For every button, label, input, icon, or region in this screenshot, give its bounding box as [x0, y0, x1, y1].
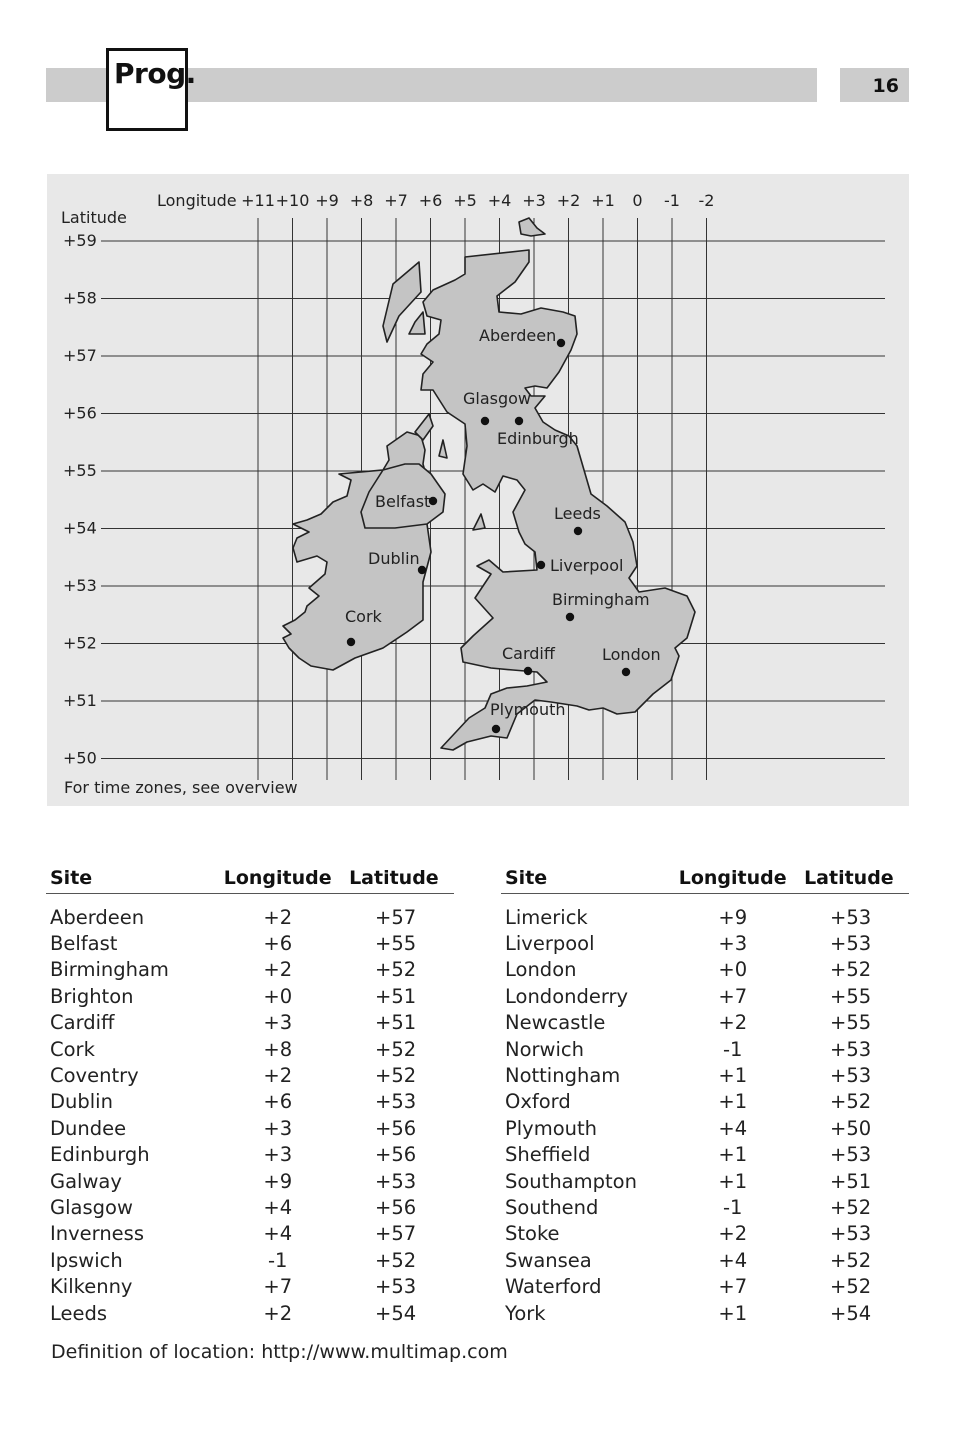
- latitude-cell: +51: [830, 1169, 872, 1193]
- location-map: [47, 174, 909, 806]
- latitude-cell: +50: [830, 1116, 872, 1140]
- longitude-tick-label: +7: [384, 191, 408, 210]
- shetland-shape: [519, 218, 545, 236]
- table-row: [501, 983, 909, 1009]
- site-cell: Oxford: [505, 1090, 571, 1114]
- header-site: Site: [50, 866, 93, 889]
- city-label: London: [602, 645, 661, 664]
- longitude-cell: +1: [718, 1143, 748, 1167]
- latitude-tick-label: +53: [63, 576, 97, 595]
- table-row: [501, 1062, 909, 1088]
- longitude-cell: +9: [263, 1169, 293, 1193]
- latitude-cell: +55: [830, 1011, 872, 1035]
- longitude-tick-label: +5: [453, 191, 477, 210]
- site-cell: Southampton: [505, 1169, 637, 1193]
- latitude-cell: +56: [375, 1116, 417, 1140]
- city-dot: [566, 613, 574, 621]
- longitude-cell: +7: [718, 1275, 748, 1299]
- city-label: Glasgow: [463, 389, 532, 408]
- latitude-cell: +55: [375, 932, 417, 956]
- site-cell: Limerick: [505, 905, 588, 929]
- table-row: [46, 1194, 454, 1220]
- site-cell: Kilkenny: [50, 1275, 133, 1299]
- page-number: 16: [872, 75, 899, 97]
- longitude-tick-label: +2: [556, 191, 581, 210]
- latitude-cell: +53: [830, 1143, 872, 1167]
- longitude-cell: +2: [263, 958, 293, 982]
- site-cell: Glasgow: [50, 1195, 133, 1219]
- latitude-tick-label: +54: [63, 518, 97, 538]
- table-row: [46, 983, 454, 1009]
- longitude-cell: +4: [718, 1248, 748, 1272]
- latitude-cell: +56: [375, 1143, 417, 1167]
- longitude-tick-label: 0: [632, 191, 643, 210]
- table-row: [46, 1062, 454, 1088]
- longitude-cell: +1: [718, 1090, 748, 1114]
- city-dot: [622, 668, 630, 676]
- longitude-cell: +7: [263, 1275, 293, 1299]
- longitude-cell: +4: [263, 1222, 293, 1246]
- longitude-cell: +4: [263, 1195, 293, 1219]
- longitude-tick-label: +11: [241, 191, 275, 210]
- latitude-cell: +55: [830, 984, 872, 1008]
- section-label: Prog.: [114, 57, 196, 90]
- site-cell: Southend: [505, 1195, 599, 1219]
- latitude-cell: +53: [830, 932, 872, 956]
- table-row: [46, 1273, 454, 1299]
- table-row: [501, 1273, 909, 1299]
- latitude-tick-label: +50: [63, 748, 97, 768]
- site-cell: Ipswich: [50, 1248, 123, 1272]
- site-cell: Birmingham: [50, 958, 169, 982]
- latitude-cell: +52: [830, 1195, 872, 1219]
- longitude-cell: +6: [263, 932, 293, 956]
- longitude-tick-label: +4: [487, 191, 512, 210]
- longitude-cell: +9: [718, 905, 748, 929]
- latitude-cell: +57: [375, 1222, 417, 1246]
- table-row: [46, 904, 454, 930]
- table-row: [46, 957, 454, 983]
- table-row: [46, 1221, 454, 1247]
- table-row: [501, 1010, 909, 1036]
- site-cell: Dundee: [50, 1116, 127, 1140]
- longitude-tick-label: +9: [315, 191, 339, 210]
- header-latitude: Latitude: [804, 866, 894, 889]
- site-cell: Plymouth: [505, 1116, 598, 1140]
- site-cell: Dublin: [50, 1090, 113, 1114]
- longitude-cell: +2: [263, 1064, 293, 1088]
- longitude-cell: +2: [718, 1222, 748, 1246]
- table-row: [46, 1168, 454, 1194]
- longitude-cell: -1: [268, 1248, 288, 1272]
- latitude-cell: +53: [830, 1222, 872, 1246]
- latitude-cell: +53: [375, 1275, 417, 1299]
- page-number-box: [840, 68, 909, 102]
- city-dot: [515, 417, 523, 425]
- table-row: [46, 1089, 454, 1115]
- longitude-cell: +6: [263, 1090, 293, 1114]
- isle-of-man-shape: [473, 514, 485, 530]
- site-cell: Galway: [50, 1169, 122, 1193]
- table-body: [501, 894, 909, 1326]
- table-row: [501, 904, 909, 930]
- longitude-cell: +8: [263, 1037, 293, 1061]
- site-cell: Aberdeen: [50, 905, 145, 929]
- city-label: Cardiff: [502, 644, 555, 663]
- header-latitude: Latitude: [349, 866, 439, 889]
- latitude-tick-label: +51: [63, 691, 97, 710]
- table-row: [46, 1247, 454, 1273]
- site-cell: Edinburgh: [50, 1143, 150, 1167]
- site-cell: Brighton: [50, 984, 134, 1008]
- header-longitude: Longitude: [678, 866, 787, 889]
- city-label: Birmingham: [552, 590, 650, 609]
- site-cell: London: [505, 958, 577, 982]
- latitude-cell: +52: [830, 958, 872, 982]
- longitude-cell: +1: [718, 1064, 748, 1088]
- city-dot: [537, 561, 545, 569]
- table-row: [501, 1247, 909, 1273]
- latitude-cell: +53: [830, 1064, 872, 1088]
- great-britain-shape: [421, 250, 695, 750]
- latitude-axis-label: Latitude: [61, 208, 127, 227]
- table-row: [501, 1036, 909, 1062]
- site-cell: Londonderry: [505, 984, 629, 1008]
- table-row: [501, 957, 909, 983]
- skye-shape: [409, 312, 425, 334]
- longitude-tick-label: +8: [349, 191, 374, 210]
- latitude-cell: +52: [375, 958, 417, 982]
- table-row: [46, 1010, 454, 1036]
- longitude-cell: +3: [718, 932, 748, 956]
- site-cell: Sheffield: [505, 1143, 591, 1167]
- site-cell: Inverness: [50, 1222, 144, 1246]
- longitude-cell: +3: [263, 1116, 293, 1140]
- table-row: [501, 1221, 909, 1247]
- latitude-tick-label: +59: [63, 231, 97, 250]
- longitude-cell: +2: [718, 1011, 748, 1035]
- latitude-cell: +54: [375, 1301, 417, 1325]
- latitude-cell: +52: [830, 1248, 872, 1272]
- site-cell: Liverpool: [505, 932, 595, 956]
- city-dot: [481, 417, 489, 425]
- longitude-cell: -1: [723, 1195, 743, 1219]
- latitude-cell: +51: [375, 984, 417, 1008]
- longitude-cell: +3: [263, 1011, 293, 1035]
- latitude-cell: +54: [830, 1301, 872, 1325]
- city-dot: [524, 667, 532, 675]
- latitude-tick-label: +58: [63, 288, 97, 308]
- city-label: Leeds: [554, 504, 601, 523]
- header-longitude: Longitude: [223, 866, 332, 889]
- city-label: Edinburgh: [497, 429, 579, 448]
- city-label: Liverpool: [550, 556, 624, 575]
- site-cell: Coventry: [50, 1064, 139, 1088]
- city-dot: [557, 339, 565, 347]
- city-label: Belfast: [375, 492, 431, 511]
- longitude-tick-label: +6: [418, 191, 443, 210]
- site-cell: Norwich: [505, 1037, 584, 1061]
- latitude-cell: +56: [375, 1195, 417, 1219]
- latitude-cell: +52: [375, 1037, 417, 1061]
- latitude-tick-label: +55: [63, 461, 97, 480]
- map-panel: [47, 174, 909, 806]
- table-row: [501, 1089, 909, 1115]
- longitude-tick-label: +3: [522, 191, 546, 210]
- longitude-cell: +2: [263, 1301, 293, 1325]
- latitude-cell: +53: [830, 905, 872, 929]
- site-cell: Stoke: [505, 1222, 560, 1246]
- longitude-cell: +0: [263, 984, 293, 1008]
- latitude-cell: +51: [375, 1011, 417, 1035]
- longitude-cell: +1: [718, 1301, 748, 1325]
- longitude-cell: -1: [723, 1037, 743, 1061]
- longitude-axis-label: Longitude: [157, 191, 237, 210]
- table-header: [501, 862, 909, 894]
- table-row: [501, 1300, 909, 1326]
- site-cell: Cork: [50, 1037, 95, 1061]
- longitude-tick-label: +1: [591, 191, 615, 210]
- latitude-cell: +53: [375, 1090, 417, 1114]
- longitude-cell: +0: [718, 958, 748, 982]
- longitude-cell: +4: [718, 1116, 748, 1140]
- latitude-cell: +52: [830, 1275, 872, 1299]
- city-label: Aberdeen: [479, 326, 557, 345]
- latitude-tick-label: +56: [63, 403, 97, 423]
- table-row: [501, 1168, 909, 1194]
- table-header: [46, 862, 454, 894]
- latitude-cell: +52: [830, 1090, 872, 1114]
- site-cell: Belfast: [50, 932, 118, 956]
- landmass: [283, 218, 695, 750]
- sites-table-right: [501, 862, 909, 1326]
- city-label: Plymouth: [490, 700, 566, 719]
- city-dot: [492, 725, 500, 733]
- longitude-tick-label: +10: [275, 191, 310, 210]
- table-row: [46, 1142, 454, 1168]
- city-dot: [347, 638, 355, 646]
- site-cell: Cardiff: [50, 1011, 115, 1035]
- latitude-cell: +52: [375, 1248, 417, 1272]
- latitude-cell: +52: [375, 1064, 417, 1088]
- longitude-cell: +3: [263, 1143, 293, 1167]
- city-label: Dublin: [368, 549, 420, 568]
- table-row: [46, 930, 454, 956]
- table-row: [501, 1194, 909, 1220]
- site-cell: Swansea: [505, 1248, 592, 1272]
- map-footnote: For time zones, see overview: [64, 778, 298, 797]
- longitude-tick-label: -2: [698, 191, 715, 210]
- sites-table-left: [46, 862, 454, 1326]
- longitude-cell: +1: [718, 1169, 748, 1193]
- site-cell: Newcastle: [505, 1011, 606, 1035]
- longitude-cell: +2: [263, 905, 293, 929]
- table-row: [46, 1300, 454, 1326]
- table-row: [46, 1036, 454, 1062]
- site-cell: York: [505, 1301, 546, 1325]
- table-row: [501, 1142, 909, 1168]
- site-cell: Waterford: [505, 1275, 602, 1299]
- latitude-tick-label: +57: [63, 346, 97, 365]
- latitude-cell: +53: [375, 1169, 417, 1193]
- table-body: [46, 894, 454, 1326]
- latitude-tick-label: +52: [63, 633, 97, 653]
- section-tab: [106, 48, 196, 131]
- table-row: [501, 930, 909, 956]
- latitude-cell: +53: [830, 1037, 872, 1061]
- site-cell: Leeds: [50, 1301, 108, 1325]
- header-site: Site: [505, 866, 548, 889]
- islay-shape: [439, 440, 447, 458]
- city-label: Cork: [345, 607, 382, 626]
- table-row: [46, 1115, 454, 1141]
- site-cell: Nottingham: [505, 1064, 621, 1088]
- city-dot: [574, 527, 582, 535]
- table-row: [501, 1115, 909, 1141]
- footer-note: Definition of location: http://www.multimap.com: [51, 1341, 508, 1363]
- latitude-cell: +57: [375, 905, 417, 929]
- longitude-cell: +7: [718, 984, 748, 1008]
- longitude-tick-label: -1: [664, 191, 680, 210]
